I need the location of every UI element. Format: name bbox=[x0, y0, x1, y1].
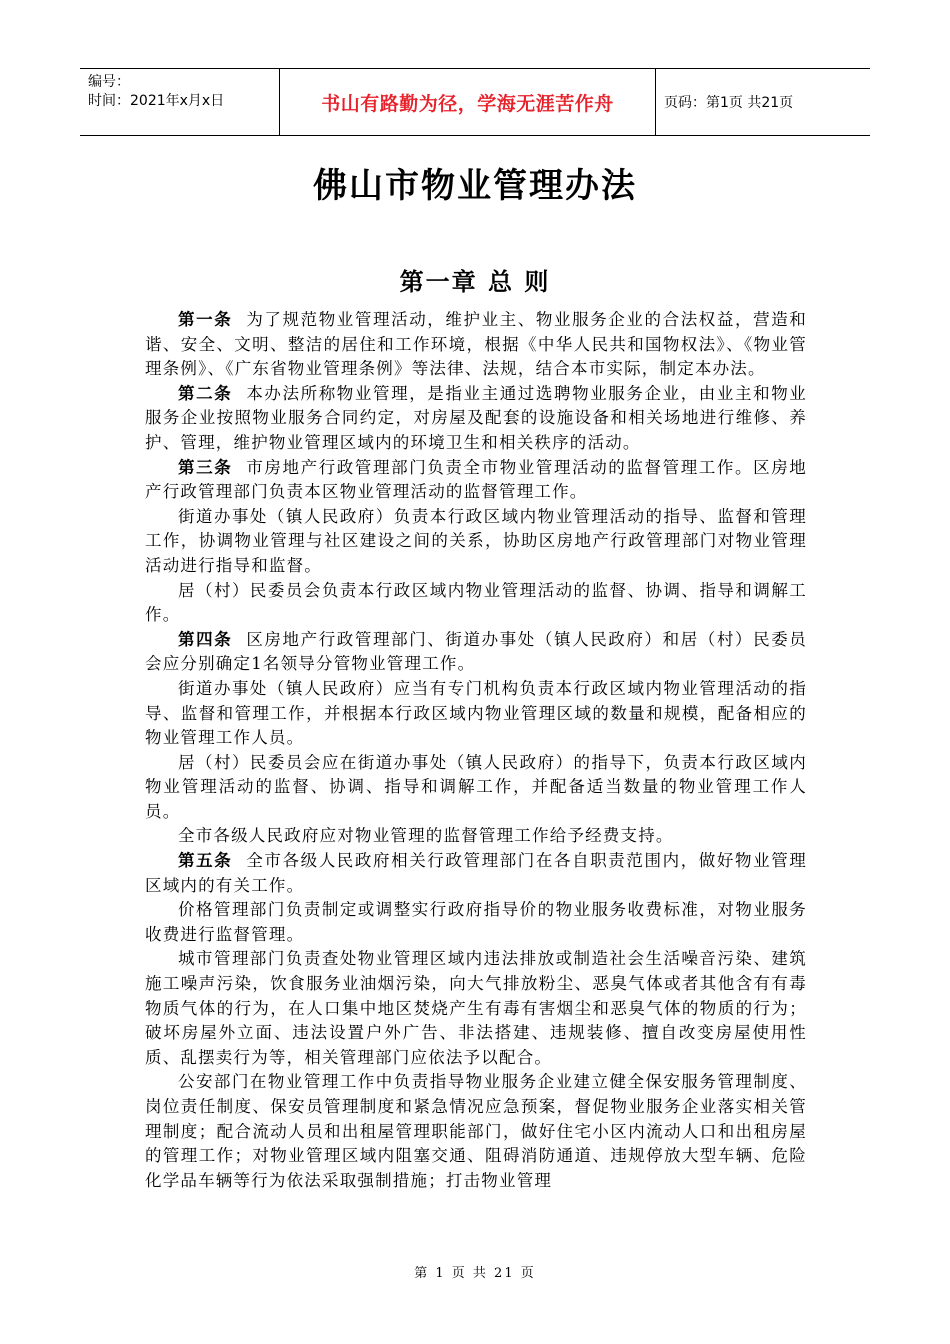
paragraph-text: 全市各级人民政府应对物业管理的监督管理工作给予经费支持。 bbox=[178, 826, 674, 846]
paragraph-text: 价格管理部门负责制定或调整实行政府指导价的物业服务收费标准，对物业服务收费进行监督管理。 bbox=[145, 900, 807, 944]
paragraph bbox=[145, 824, 807, 849]
paragraph bbox=[145, 677, 807, 751]
paragraph bbox=[145, 1070, 807, 1193]
paragraph-text: 街道办事处（镇人民政府）应当有专门机构负责本行政区域内物业管理活动的指导、监督和管理工作，并根据本行政区域内物业管理区域的数量和规模，配备相应的物业管理工作人员。 bbox=[145, 678, 807, 748]
document-title: 佛山市物业管理办法 bbox=[313, 166, 637, 206]
time-label: 时间：2021年x月x日 bbox=[88, 93, 225, 109]
article-label: 第四条 bbox=[178, 629, 233, 649]
header-motto-cell bbox=[280, 69, 656, 135]
motto-text: 书山有路勤为径，学海无涯苦作舟 bbox=[321, 92, 614, 115]
chapter-heading: 第一章 总 则 bbox=[399, 267, 551, 296]
paragraph bbox=[145, 505, 807, 579]
paragraph-text: 街道办事处（镇人民政府）负责本行政区域内物业管理活动的指导、监督和管理工作，协调物业管理与社区建设之间的关系，协助区房地产行政管理部门对物业管理活动进行指导和监督。 bbox=[145, 506, 807, 575]
paragraph bbox=[145, 382, 807, 456]
paragraph-text: 本办法所称物业管理，是指业主通过选聘物业服务企业，由业主和物业服务企业按照物业服务合同约定，对房屋及配套的设施设备和相关场地进行维修、养护、管理，维护物业管理区域内的环境卫生和相关秩序的活动。 bbox=[145, 383, 808, 452]
paragraph-text: 全市各级人民政府相关行政管理部门在各自职责范围内，做好物业管理区域内的有关工作。 bbox=[145, 851, 808, 895]
paragraph bbox=[145, 751, 807, 825]
paragraph-text: 为了规范物业管理活动，维护业主、物业服务企业的合法权益，营造和谐、安全、文明、整洁的居住和工作环境，根据《中华人民共和国物权法》、《物业管理条例》、《广东省物业管理条例》等法律、法规，结合本市实际，制定本办法。 bbox=[145, 310, 808, 379]
document-body bbox=[145, 308, 807, 1193]
paragraph bbox=[145, 456, 807, 505]
code-label: 编号： bbox=[88, 74, 130, 90]
paragraph bbox=[145, 628, 807, 677]
article-label: 第五条 bbox=[178, 851, 233, 871]
paragraph-text: 公安部门在物业管理工作中负责指导物业服务企业建立健全保安服务管理制度、岗位责任制度、保安员管理制度和紧急情况应急预案，督促物业服务企业落实相关管理制度；配合流动人员和出租屋管理职能部门，做好住宅小区内流动人口和出租房屋的管理工作；对物业管理区域内阻塞交通、阻碍消防通道、违规停放大型车辆、危险化学品车辆等行为依法采取强制措施；打击物业管理 bbox=[145, 1072, 807, 1190]
document-header bbox=[80, 68, 870, 136]
paragraph bbox=[145, 898, 807, 947]
paragraph-text: 区房地产行政管理部门、街道办事处（镇人民政府）和居（村）民委员会应分别确定1名领导分管物业管理工作。 bbox=[145, 629, 808, 674]
header-meta-cell bbox=[80, 69, 280, 135]
paragraph bbox=[145, 579, 807, 628]
paragraph bbox=[145, 849, 807, 898]
paragraph-text: 城市管理部门负责查处物业管理区域内违法排放或制造社会生活噪音污染、建筑施工噪声污染，饮食服务业油烟污染，向大气排放粉尘、恶臭气体或者其他含有有毒物质气体的行为，在人口集中地区焚烧产生有毒有害烟尘和恶臭气体的物质的行为；破坏房屋外立面、违法设置户外广告、非法搭建、违规装修、擅自改变房屋使用性质、乱摆卖行为等，相关管理部门应依法予以配合。 bbox=[145, 949, 807, 1067]
paragraph-text: 居（村）民委员会应在街道办事处（镇人民政府）的指导下，负责本行政区域内物业管理活动的监督、协调、指导和调解工作，并配备适当数量的物业管理工作人员。 bbox=[145, 752, 807, 821]
article-label: 第一条 bbox=[178, 310, 233, 329]
page-footer: 第 1 页 共 21 页 bbox=[414, 1266, 536, 1281]
article-label: 第三条 bbox=[178, 457, 233, 477]
header-page-cell bbox=[656, 69, 870, 135]
paragraph-text: 市房地产行政管理部门负责全市物业管理活动的监督管理工作。区房地产行政管理部门负责本区物业管理活动的监督管理工作。 bbox=[145, 457, 808, 502]
paragraph-text: 居（村）民委员会负责本行政区域内物业管理活动的监督、协调、指导和调解工作。 bbox=[145, 580, 807, 625]
page-info: 页码：第1页 共21页 bbox=[664, 95, 794, 111]
paragraph bbox=[145, 308, 807, 382]
article-label: 第二条 bbox=[178, 383, 233, 403]
paragraph bbox=[145, 947, 807, 1070]
